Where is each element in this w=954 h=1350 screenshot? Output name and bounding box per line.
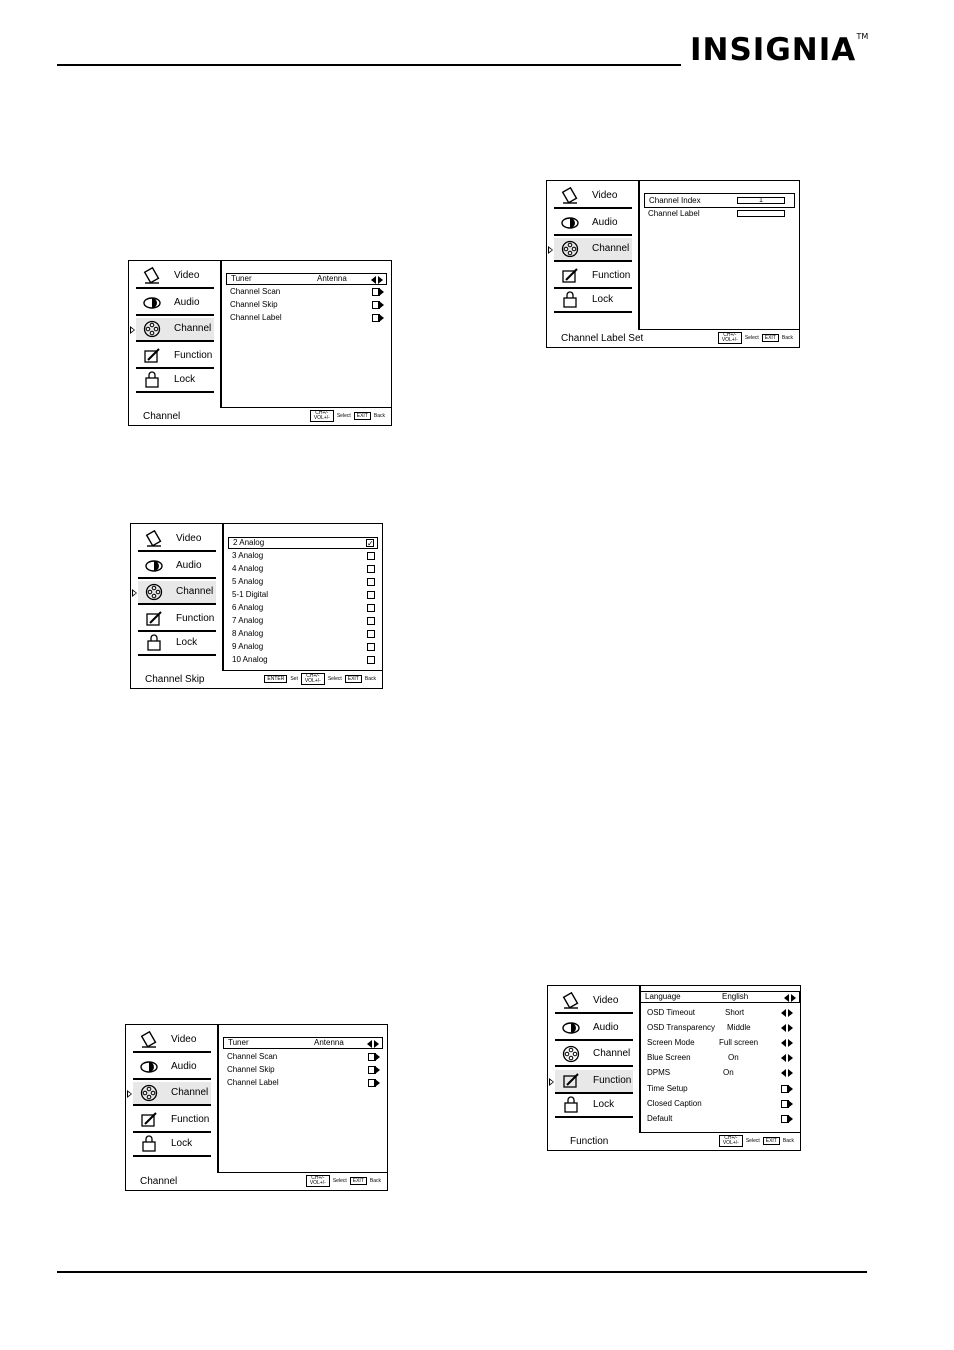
menu-item-function[interactable]: Function — [555, 1070, 633, 1094]
menu-item-function[interactable]: Function — [138, 608, 216, 632]
function-pencil-icon — [139, 1111, 159, 1129]
lock-icon — [142, 371, 162, 389]
left-right-arrows-icon — [367, 1040, 379, 1048]
chvol-key: CH+/- VOL+/- — [718, 332, 742, 344]
lock-icon — [561, 1096, 581, 1114]
osd-footer-title: Channel Skip — [145, 674, 205, 685]
menu-item-video[interactable]: Video — [554, 185, 632, 209]
menu-item-video[interactable]: Video — [136, 265, 214, 289]
left-right-arrows-icon — [781, 1039, 793, 1047]
channel-label-field[interactable] — [737, 210, 785, 217]
menu-item-channel[interactable]: Channel — [555, 1043, 633, 1067]
submenu-arrow-icon — [372, 301, 384, 309]
osd-footer-title: Channel Label Set — [561, 333, 644, 344]
submenu-arrow-icon — [372, 314, 384, 322]
option-time-setup[interactable]: Time Setup — [643, 1083, 796, 1095]
submenu-arrow-icon — [368, 1079, 380, 1087]
menu-item-lock[interactable]: Lock — [138, 632, 216, 656]
skip-row-3[interactable]: 5 Analog — [228, 576, 378, 588]
option-osd-timeout[interactable]: OSD Timeout Short — [643, 1007, 796, 1019]
skip-row-9[interactable]: 10 Analog — [228, 654, 378, 666]
menu-item-video[interactable]: Video — [555, 990, 633, 1014]
brand-logo — [690, 30, 869, 70]
menu-item-function[interactable]: Function — [133, 1109, 211, 1133]
selection-arrow-icon — [132, 589, 137, 597]
chvol-key: CH+/- VOL+/- — [301, 673, 325, 685]
osd-options — [219, 1025, 387, 1173]
menu-item-video[interactable]: Video — [133, 1029, 211, 1053]
skip-row-4[interactable]: 5-1 Digital — [228, 589, 378, 601]
audio-icon — [142, 294, 162, 312]
osd-footer-title: Channel — [143, 411, 181, 422]
osd-hints: CH+/- VOL+/- Select EXIT Back — [719, 1135, 794, 1147]
option-closed-caption[interactable]: Closed Caption — [643, 1098, 796, 1110]
skip-row-0[interactable]: 2 Analog ✓ — [228, 537, 378, 549]
audio-icon — [561, 1019, 581, 1037]
audio-icon — [144, 557, 164, 575]
selection-arrow-icon — [548, 246, 553, 254]
chvol-key: CH+/- VOL+/- — [310, 410, 334, 422]
osd-footer — [129, 408, 391, 425]
left-right-arrows-icon — [371, 276, 383, 284]
function-pencil-icon — [144, 610, 164, 628]
option-dpms[interactable]: DPMS On — [643, 1067, 796, 1079]
audio-icon — [139, 1058, 159, 1076]
menu-item-function[interactable]: Function — [136, 345, 214, 369]
option-channel-label[interactable]: Channel Label — [644, 208, 795, 220]
osd-options — [640, 181, 799, 330]
video-icon — [144, 530, 164, 548]
option-channel-index[interactable]: Channel Index 1 — [644, 193, 795, 208]
submenu-arrow-icon — [781, 1100, 793, 1108]
menu-item-lock[interactable]: Lock — [555, 1094, 633, 1118]
osd-footer-title: Function — [570, 1136, 609, 1147]
option-language[interactable]: Language English — [640, 991, 800, 1003]
checkbox[interactable] — [367, 643, 375, 651]
option-channel-scan[interactable]: Channel Scan — [226, 286, 387, 298]
skip-row-8[interactable]: 9 Analog — [228, 641, 378, 653]
osd-footer-title: Channel — [140, 1176, 178, 1187]
osd-left-menu — [131, 524, 221, 671]
option-screen-mode[interactable]: Screen Mode Full screen — [643, 1037, 796, 1049]
menu-item-lock[interactable]: Lock — [136, 369, 214, 393]
option-channel-skip[interactable]: Channel Skip — [223, 1064, 383, 1076]
exit-key: EXIT — [763, 1137, 780, 1145]
osd-left-menu — [129, 261, 219, 408]
osd-options — [224, 524, 382, 671]
menu-item-audio[interactable]: Audio — [138, 555, 216, 579]
checkbox[interactable] — [367, 617, 375, 625]
function-pencil-icon — [560, 267, 580, 285]
channel-reel-icon — [139, 1084, 159, 1102]
menu-item-video[interactable]: Video — [138, 528, 216, 552]
selection-arrow-icon — [127, 1090, 132, 1098]
checkbox[interactable] — [367, 578, 375, 586]
lock-icon — [560, 291, 580, 309]
checkbox[interactable] — [367, 604, 375, 612]
osd-channel-skip — [130, 523, 383, 689]
menu-item-channel[interactable]: Channel — [133, 1082, 211, 1106]
osd-left-menu — [126, 1025, 216, 1173]
checkbox[interactable] — [367, 656, 375, 664]
submenu-arrow-icon — [368, 1066, 380, 1074]
left-right-arrows-icon — [784, 994, 796, 1002]
osd-function-menu — [547, 985, 801, 1151]
footer-rule — [57, 1271, 867, 1273]
menu-item-audio[interactable]: Audio — [555, 1017, 633, 1041]
option-channel-label[interactable]: Channel Label — [223, 1077, 383, 1089]
menu-item-channel[interactable]: Channel — [138, 581, 216, 605]
menu-item-lock[interactable]: Lock — [554, 289, 632, 313]
lock-icon — [144, 634, 164, 652]
chvol-key: CH+/- VOL+/- — [719, 1135, 743, 1147]
channel-reel-icon — [144, 583, 164, 601]
menu-item-channel[interactable]: Channel — [554, 238, 632, 262]
menu-item-function[interactable]: Function — [554, 265, 632, 289]
submenu-arrow-icon — [781, 1085, 793, 1093]
option-tuner[interactable]: Tuner Antenna — [223, 1037, 383, 1049]
function-pencil-icon — [142, 347, 162, 365]
osd-channel-menu-top — [128, 260, 392, 426]
video-icon — [142, 267, 162, 285]
selection-arrow-icon — [549, 1078, 554, 1086]
exit-key: EXIT — [354, 412, 371, 420]
audio-icon — [560, 214, 580, 232]
option-tuner[interactable]: Tuner Antenna — [226, 273, 387, 285]
menu-item-channel[interactable]: Channel — [136, 318, 214, 342]
menu-item-audio[interactable]: Audio — [554, 212, 632, 236]
checkbox[interactable] — [367, 565, 375, 573]
channel-reel-icon — [142, 320, 162, 338]
submenu-arrow-icon — [368, 1053, 380, 1061]
skip-row-7[interactable]: 8 Analog — [228, 628, 378, 640]
osd-hints: ENTER Set CH+/- VOL+/- Select EXIT Back — [264, 673, 376, 685]
lock-icon — [139, 1135, 159, 1153]
video-icon — [139, 1031, 159, 1049]
video-icon — [561, 992, 581, 1010]
left-right-arrows-icon — [781, 1054, 793, 1062]
skip-row-5[interactable]: 6 Analog — [228, 602, 378, 614]
channel-reel-icon — [561, 1045, 581, 1063]
osd-footer — [548, 1133, 800, 1150]
trademark-mark: TM — [856, 32, 869, 41]
menu-item-audio[interactable]: Audio — [136, 292, 214, 316]
menu-item-audio[interactable]: Audio — [133, 1056, 211, 1080]
osd-options — [222, 261, 391, 408]
skip-row-1[interactable]: 3 Analog — [228, 550, 378, 562]
option-channel-skip[interactable]: Channel Skip — [226, 299, 387, 311]
function-pencil-icon — [561, 1072, 581, 1090]
exit-key: EXIT — [345, 675, 362, 683]
option-channel-scan[interactable]: Channel Scan — [223, 1051, 383, 1063]
option-osd-transparency[interactable]: OSD Transparency Middle — [643, 1022, 796, 1034]
left-right-arrows-icon — [781, 1069, 793, 1077]
checkbox[interactable] — [367, 630, 375, 638]
osd-left-menu — [547, 181, 637, 330]
left-right-arrows-icon — [781, 1024, 793, 1032]
osd-channel-menu-bottom — [125, 1024, 388, 1191]
left-right-arrows-icon — [781, 1009, 793, 1017]
checkbox[interactable] — [367, 552, 375, 560]
exit-key: EXIT — [762, 334, 779, 342]
checkbox[interactable]: ✓ — [367, 539, 374, 548]
osd-hints: CH+/- VOL+/- Select EXIT Back — [718, 332, 793, 344]
exit-key: EXIT — [350, 1177, 367, 1185]
brand-name: INSIGNIA — [690, 32, 857, 68]
osd-hints: CH+/- VOL+/- Select EXIT Back — [306, 1175, 381, 1187]
option-channel-label[interactable]: Channel Label — [226, 312, 387, 324]
osd-footer — [547, 330, 799, 347]
header-rule — [57, 64, 681, 66]
skip-row-6[interactable]: 7 Analog — [228, 615, 378, 627]
option-default[interactable]: Default — [643, 1113, 796, 1125]
osd-options — [639, 986, 800, 1133]
submenu-arrow-icon — [781, 1115, 793, 1123]
submenu-arrow-icon — [372, 288, 384, 296]
osd-left-menu — [548, 986, 638, 1133]
skip-row-2[interactable]: 4 Analog — [228, 563, 378, 575]
enter-key: ENTER — [264, 675, 287, 683]
channel-reel-icon — [560, 240, 580, 258]
osd-footer — [126, 1173, 387, 1190]
osd-channel-label-set — [546, 180, 800, 348]
channel-index-field[interactable]: 1 — [737, 197, 785, 204]
osd-footer — [131, 671, 382, 688]
video-icon — [560, 187, 580, 205]
chvol-key: CH+/- VOL+/- — [306, 1175, 330, 1187]
selection-arrow-icon — [130, 326, 135, 334]
osd-hints: CH+/- VOL+/- Select EXIT Back — [310, 410, 385, 422]
menu-item-lock[interactable]: Lock — [133, 1133, 211, 1157]
option-blue-screen[interactable]: Blue Screen On — [643, 1052, 796, 1064]
checkbox[interactable] — [367, 591, 375, 599]
